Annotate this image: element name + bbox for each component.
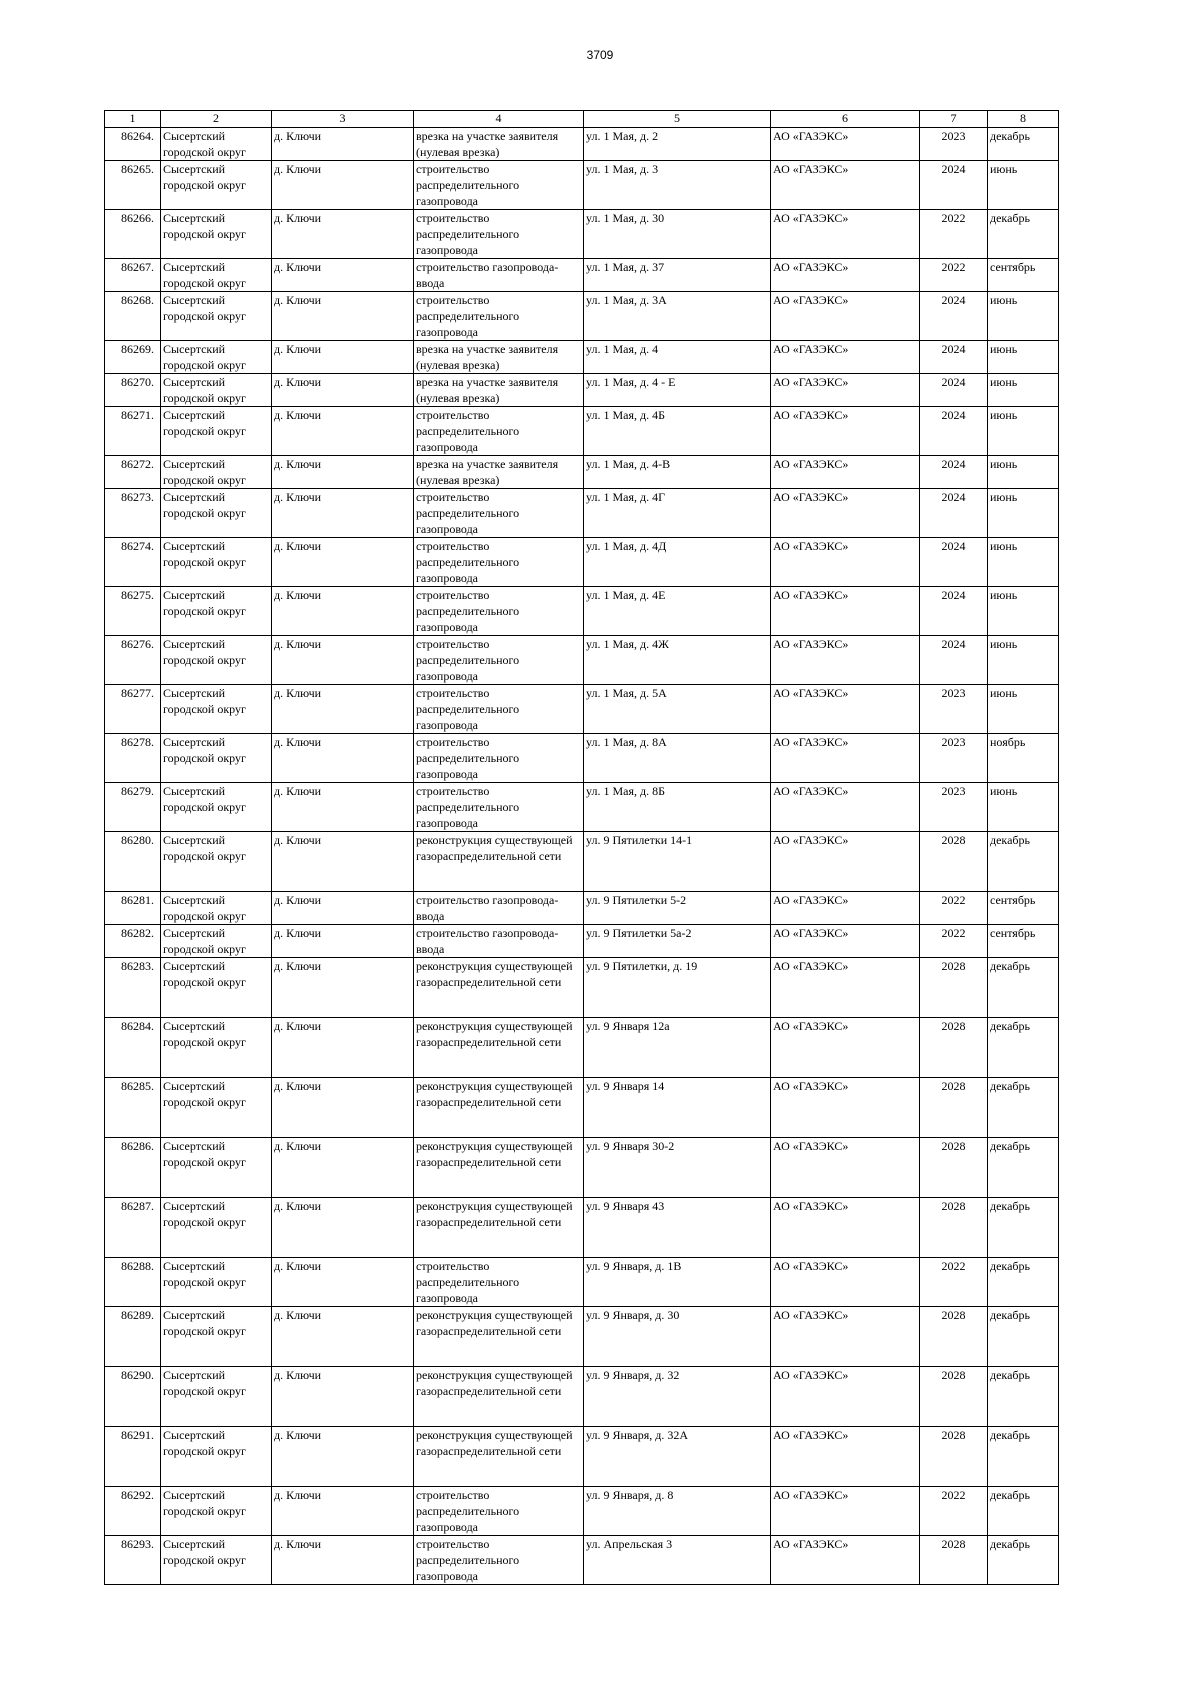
work-type-cell: реконструкция существующей газораспределительной сети <box>414 832 584 892</box>
work-type-cell: строительство газопровода- ввода <box>414 259 584 292</box>
year-cell: 2028 <box>920 958 988 1018</box>
work-type-cell: врезка на участке заявителя (нулевая врезка) <box>414 374 584 407</box>
row-number: 86281. <box>105 892 161 925</box>
organization-cell: АО «ГАЗЭКС» <box>771 1138 920 1198</box>
address-cell: ул. 9 Января 43 <box>584 1198 771 1258</box>
organization-cell: АО «ГАЗЭКС» <box>771 538 920 587</box>
year-cell: 2023 <box>920 783 988 832</box>
settlement-cell: д. Ключи <box>272 587 414 636</box>
address-cell: ул. 9 Января, д. 32 <box>584 1367 771 1427</box>
district-cell: Сысертский городской округ <box>161 1487 272 1536</box>
month-cell: июнь <box>988 456 1059 489</box>
column-header: 6 <box>771 111 920 128</box>
year-cell: 2022 <box>920 210 988 259</box>
row-number: 86291. <box>105 1427 161 1487</box>
table-row <box>105 161 1059 210</box>
month-cell: декабрь <box>988 1018 1059 1078</box>
district-cell: Сысертский городской округ <box>161 374 272 407</box>
organization-cell: АО «ГАЗЭКС» <box>771 832 920 892</box>
address-cell: ул. 9 Января 12а <box>584 1018 771 1078</box>
organization-cell: АО «ГАЗЭКС» <box>771 456 920 489</box>
year-cell: 2028 <box>920 1536 988 1585</box>
table-row <box>105 734 1059 783</box>
settlement-cell: д. Ключи <box>272 341 414 374</box>
work-type-cell: строительство распределительного газопровода <box>414 489 584 538</box>
month-cell: июнь <box>988 341 1059 374</box>
district-cell: Сысертский городской округ <box>161 892 272 925</box>
address-cell: ул. 1 Мая, д. 8А <box>584 734 771 783</box>
month-cell: июнь <box>988 489 1059 538</box>
district-cell: Сысертский городской округ <box>161 636 272 685</box>
work-type-cell: строительство газопровода- ввода <box>414 892 584 925</box>
row-number: 86272. <box>105 456 161 489</box>
row-number: 86286. <box>105 1138 161 1198</box>
district-cell: Сысертский городской округ <box>161 925 272 958</box>
district-cell: Сысертский городской округ <box>161 783 272 832</box>
month-cell: декабрь <box>988 1078 1059 1138</box>
table-row <box>105 1427 1059 1487</box>
row-number: 86264. <box>105 128 161 161</box>
month-cell: декабрь <box>988 1536 1059 1585</box>
organization-cell: АО «ГАЗЭКС» <box>771 892 920 925</box>
month-cell: сентябрь <box>988 259 1059 292</box>
settlement-cell: д. Ключи <box>272 1198 414 1258</box>
table-row <box>105 1307 1059 1367</box>
table-row <box>105 925 1059 958</box>
year-cell: 2024 <box>920 341 988 374</box>
organization-cell: АО «ГАЗЭКС» <box>771 1427 920 1487</box>
month-cell: июнь <box>988 407 1059 456</box>
organization-cell: АО «ГАЗЭКС» <box>771 1367 920 1427</box>
row-number: 86279. <box>105 783 161 832</box>
year-cell: 2024 <box>920 587 988 636</box>
work-type-cell: строительство распределительного газопровода <box>414 161 584 210</box>
table-row <box>105 489 1059 538</box>
row-number: 86283. <box>105 958 161 1018</box>
district-cell: Сысертский городской округ <box>161 259 272 292</box>
work-type-cell: реконструкция существующей газораспределительной сети <box>414 1427 584 1487</box>
address-cell: ул. 9 Января, д. 1В <box>584 1258 771 1307</box>
year-cell: 2023 <box>920 685 988 734</box>
district-cell: Сысертский городской округ <box>161 587 272 636</box>
table-row <box>105 1487 1059 1536</box>
address-cell: ул. 9 Января, д. 30 <box>584 1307 771 1367</box>
year-cell: 2024 <box>920 489 988 538</box>
organization-cell: АО «ГАЗЭКС» <box>771 783 920 832</box>
month-cell: июнь <box>988 538 1059 587</box>
work-type-cell: строительство газопровода- ввода <box>414 925 584 958</box>
work-type-cell: реконструкция существующей газораспределительной сети <box>414 1138 584 1198</box>
work-type-cell: строительство распределительного газопровода <box>414 210 584 259</box>
district-cell: Сысертский городской округ <box>161 341 272 374</box>
district-cell: Сысертский городской округ <box>161 407 272 456</box>
organization-cell: АО «ГАЗЭКС» <box>771 734 920 783</box>
row-number: 86292. <box>105 1487 161 1536</box>
table-row <box>105 210 1059 259</box>
month-cell: декабрь <box>988 1487 1059 1536</box>
organization-cell: АО «ГАЗЭКС» <box>771 587 920 636</box>
month-cell: декабрь <box>988 832 1059 892</box>
district-cell: Сысертский городской округ <box>161 1018 272 1078</box>
table-row <box>105 1536 1059 1585</box>
district-cell: Сысертский городской округ <box>161 1198 272 1258</box>
row-number: 86271. <box>105 407 161 456</box>
table-row <box>105 783 1059 832</box>
month-cell: июнь <box>988 783 1059 832</box>
district-cell: Сысертский городской округ <box>161 1078 272 1138</box>
district-cell: Сысертский городской округ <box>161 210 272 259</box>
row-number: 86287. <box>105 1198 161 1258</box>
address-cell: ул. 1 Мая, д. 4 - Е <box>584 374 771 407</box>
row-number: 86268. <box>105 292 161 341</box>
address-cell: ул. 1 Мая, д. 2 <box>584 128 771 161</box>
month-cell: июнь <box>988 161 1059 210</box>
column-header: 3 <box>272 111 414 128</box>
column-header: 1 <box>105 111 161 128</box>
district-cell: Сысертский городской округ <box>161 958 272 1018</box>
year-cell: 2028 <box>920 1367 988 1427</box>
address-cell: ул. 1 Мая, д. 3 <box>584 161 771 210</box>
organization-cell: АО «ГАЗЭКС» <box>771 292 920 341</box>
settlement-cell: д. Ключи <box>272 210 414 259</box>
table-row <box>105 407 1059 456</box>
organization-cell: АО «ГАЗЭКС» <box>771 636 920 685</box>
work-type-cell: строительство распределительного газопровода <box>414 292 584 341</box>
settlement-cell: д. Ключи <box>272 489 414 538</box>
table-row <box>105 1198 1059 1258</box>
district-cell: Сысертский городской округ <box>161 538 272 587</box>
year-cell: 2028 <box>920 1078 988 1138</box>
address-cell: ул. 9 Пятилетки 14-1 <box>584 832 771 892</box>
month-cell: июнь <box>988 292 1059 341</box>
table-row <box>105 1078 1059 1138</box>
settlement-cell: д. Ключи <box>272 456 414 489</box>
settlement-cell: д. Ключи <box>272 1078 414 1138</box>
organization-cell: АО «ГАЗЭКС» <box>771 685 920 734</box>
settlement-cell: д. Ключи <box>272 832 414 892</box>
row-number: 86269. <box>105 341 161 374</box>
district-cell: Сысертский городской округ <box>161 292 272 341</box>
month-cell: декабрь <box>988 958 1059 1018</box>
organization-cell: АО «ГАЗЭКС» <box>771 958 920 1018</box>
address-cell: ул. 1 Мая, д. 4Ж <box>584 636 771 685</box>
organization-cell: АО «ГАЗЭКС» <box>771 1078 920 1138</box>
page-number: 3709 <box>586 48 614 62</box>
address-cell: ул. 1 Мая, д. 37 <box>584 259 771 292</box>
table-row <box>105 636 1059 685</box>
work-type-cell: строительство распределительного газопровода <box>414 587 584 636</box>
settlement-cell: д. Ключи <box>272 538 414 587</box>
month-cell: июнь <box>988 636 1059 685</box>
district-cell: Сысертский городской округ <box>161 489 272 538</box>
row-number: 86266. <box>105 210 161 259</box>
column-header: 8 <box>988 111 1059 128</box>
work-type-cell: реконструкция существующей газораспределительной сети <box>414 1078 584 1138</box>
column-number-row <box>105 111 1059 128</box>
organization-cell: АО «ГАЗЭКС» <box>771 259 920 292</box>
column-header: 4 <box>414 111 584 128</box>
organization-cell: АО «ГАЗЭКС» <box>771 1018 920 1078</box>
settlement-cell: д. Ключи <box>272 1367 414 1427</box>
work-type-cell: реконструкция существующей газораспределительной сети <box>414 1367 584 1427</box>
table-row <box>105 1367 1059 1427</box>
address-cell: ул. 9 Пятилетки, д. 19 <box>584 958 771 1018</box>
row-number: 86282. <box>105 925 161 958</box>
row-number: 86277. <box>105 685 161 734</box>
district-cell: Сысертский городской округ <box>161 734 272 783</box>
table-row <box>105 892 1059 925</box>
year-cell: 2028 <box>920 1138 988 1198</box>
organization-cell: АО «ГАЗЭКС» <box>771 1198 920 1258</box>
settlement-cell: д. Ключи <box>272 1138 414 1198</box>
address-cell: ул. 1 Мая, д. 8Б <box>584 783 771 832</box>
work-type-cell: реконструкция существующей газораспределительной сети <box>414 1198 584 1258</box>
district-cell: Сысертский городской округ <box>161 832 272 892</box>
organization-cell: АО «ГАЗЭКС» <box>771 341 920 374</box>
year-cell: 2028 <box>920 1018 988 1078</box>
settlement-cell: д. Ключи <box>272 259 414 292</box>
work-type-cell: реконструкция существующей газораспределительной сети <box>414 958 584 1018</box>
table-row <box>105 456 1059 489</box>
year-cell: 2024 <box>920 636 988 685</box>
settlement-cell: д. Ключи <box>272 128 414 161</box>
work-type-cell: строительство распределительного газопровода <box>414 734 584 783</box>
year-cell: 2024 <box>920 407 988 456</box>
row-number: 86293. <box>105 1536 161 1585</box>
district-cell: Сысертский городской округ <box>161 1427 272 1487</box>
year-cell: 2024 <box>920 538 988 587</box>
table-row <box>105 685 1059 734</box>
month-cell: декабрь <box>988 1258 1059 1307</box>
address-cell: ул. 1 Мая, д. 4Д <box>584 538 771 587</box>
address-cell: ул. 9 Января, д. 32А <box>584 1427 771 1487</box>
row-number: 86288. <box>105 1258 161 1307</box>
year-cell: 2024 <box>920 456 988 489</box>
month-cell: сентябрь <box>988 892 1059 925</box>
district-cell: Сысертский городской округ <box>161 456 272 489</box>
row-number: 86274. <box>105 538 161 587</box>
settlement-cell: д. Ключи <box>272 925 414 958</box>
table-row <box>105 538 1059 587</box>
row-number: 86280. <box>105 832 161 892</box>
year-cell: 2028 <box>920 1427 988 1487</box>
month-cell: декабрь <box>988 128 1059 161</box>
organization-cell: АО «ГАЗЭКС» <box>771 374 920 407</box>
month-cell: декабрь <box>988 1138 1059 1198</box>
settlement-cell: д. Ключи <box>272 1307 414 1367</box>
table-row <box>105 1018 1059 1078</box>
work-type-cell: строительство распределительного газопровода <box>414 1536 584 1585</box>
table-row <box>105 341 1059 374</box>
row-number: 86275. <box>105 587 161 636</box>
address-cell: ул. 9 Пятилетки 5-2 <box>584 892 771 925</box>
settlement-cell: д. Ключи <box>272 1536 414 1585</box>
table-row <box>105 292 1059 341</box>
registry-body <box>105 128 1059 1585</box>
organization-cell: АО «ГАЗЭКС» <box>771 161 920 210</box>
row-number: 86278. <box>105 734 161 783</box>
month-cell: ноябрь <box>988 734 1059 783</box>
month-cell: декабрь <box>988 1307 1059 1367</box>
year-cell: 2022 <box>920 1258 988 1307</box>
row-number: 86270. <box>105 374 161 407</box>
row-number: 86276. <box>105 636 161 685</box>
month-cell: декабрь <box>988 1427 1059 1487</box>
month-cell: июнь <box>988 685 1059 734</box>
year-cell: 2024 <box>920 292 988 341</box>
column-header: 7 <box>920 111 988 128</box>
district-cell: Сысертский городской округ <box>161 161 272 210</box>
organization-cell: АО «ГАЗЭКС» <box>771 128 920 161</box>
row-number: 86290. <box>105 1367 161 1427</box>
address-cell: ул. 1 Мая, д. 4Б <box>584 407 771 456</box>
work-type-cell: строительство распределительного газопровода <box>414 636 584 685</box>
settlement-cell: д. Ключи <box>272 1258 414 1307</box>
address-cell: ул. 1 Мая, д. 4-В <box>584 456 771 489</box>
settlement-cell: д. Ключи <box>272 407 414 456</box>
year-cell: 2024 <box>920 161 988 210</box>
settlement-cell: д. Ключи <box>272 783 414 832</box>
row-number: 86285. <box>105 1078 161 1138</box>
settlement-cell: д. Ключи <box>272 734 414 783</box>
organization-cell: АО «ГАЗЭКС» <box>771 1258 920 1307</box>
table-row <box>105 832 1059 892</box>
address-cell: ул. 9 Января 30-2 <box>584 1138 771 1198</box>
year-cell: 2023 <box>920 128 988 161</box>
settlement-cell: д. Ключи <box>272 1018 414 1078</box>
district-cell: Сысертский городской округ <box>161 1536 272 1585</box>
row-number: 86265. <box>105 161 161 210</box>
district-cell: Сысертский городской округ <box>161 1138 272 1198</box>
table-row <box>105 128 1059 161</box>
work-type-cell: строительство распределительного газопровода <box>414 407 584 456</box>
address-cell: ул. 9 Января, д. 8 <box>584 1487 771 1536</box>
year-cell: 2028 <box>920 1307 988 1367</box>
settlement-cell: д. Ключи <box>272 1487 414 1536</box>
row-number: 86284. <box>105 1018 161 1078</box>
year-cell: 2022 <box>920 925 988 958</box>
table-row <box>105 259 1059 292</box>
settlement-cell: д. Ключи <box>272 292 414 341</box>
settlement-cell: д. Ключи <box>272 161 414 210</box>
address-cell: ул. 9 Января 14 <box>584 1078 771 1138</box>
work-type-cell: реконструкция существующей газораспределительной сети <box>414 1018 584 1078</box>
address-cell: ул. 1 Мая, д. 30 <box>584 210 771 259</box>
organization-cell: АО «ГАЗЭКС» <box>771 1487 920 1536</box>
organization-cell: АО «ГАЗЭКС» <box>771 489 920 538</box>
organization-cell: АО «ГАЗЭКС» <box>771 1536 920 1585</box>
year-cell: 2022 <box>920 892 988 925</box>
district-cell: Сысертский городской округ <box>161 128 272 161</box>
address-cell: ул. 1 Мая, д. 4 <box>584 341 771 374</box>
work-type-cell: строительство распределительного газопровода <box>414 685 584 734</box>
district-cell: Сысертский городской округ <box>161 1367 272 1427</box>
address-cell: ул. 1 Мая, д. 4Е <box>584 587 771 636</box>
address-cell: ул. 9 Пятилетки 5а-2 <box>584 925 771 958</box>
organization-cell: АО «ГАЗЭКС» <box>771 407 920 456</box>
work-type-cell: реконструкция существующей газораспределительной сети <box>414 1307 584 1367</box>
table-row <box>105 1138 1059 1198</box>
year-cell: 2028 <box>920 1198 988 1258</box>
work-type-cell: строительство распределительного газопровода <box>414 783 584 832</box>
work-type-cell: строительство распределительного газопровода <box>414 1258 584 1307</box>
month-cell: июнь <box>988 374 1059 407</box>
work-type-cell: строительство распределительного газопровода <box>414 1487 584 1536</box>
month-cell: декабрь <box>988 1367 1059 1427</box>
year-cell: 2022 <box>920 259 988 292</box>
year-cell: 2022 <box>920 1487 988 1536</box>
month-cell: сентябрь <box>988 925 1059 958</box>
table-row <box>105 958 1059 1018</box>
table-row <box>105 1258 1059 1307</box>
row-number: 86289. <box>105 1307 161 1367</box>
column-header: 5 <box>584 111 771 128</box>
work-type-cell: врезка на участке заявителя (нулевая врезка) <box>414 341 584 374</box>
district-cell: Сысертский городской округ <box>161 1307 272 1367</box>
settlement-cell: д. Ключи <box>272 892 414 925</box>
registry-table <box>104 110 1059 1585</box>
month-cell: июнь <box>988 587 1059 636</box>
table-row <box>105 587 1059 636</box>
month-cell: декабрь <box>988 210 1059 259</box>
organization-cell: АО «ГАЗЭКС» <box>771 1307 920 1367</box>
year-cell: 2023 <box>920 734 988 783</box>
settlement-cell: д. Ключи <box>272 636 414 685</box>
table-row <box>105 374 1059 407</box>
district-cell: Сысертский городской округ <box>161 685 272 734</box>
row-number: 86267. <box>105 259 161 292</box>
settlement-cell: д. Ключи <box>272 958 414 1018</box>
organization-cell: АО «ГАЗЭКС» <box>771 210 920 259</box>
settlement-cell: д. Ключи <box>272 1427 414 1487</box>
settlement-cell: д. Ключи <box>272 685 414 734</box>
settlement-cell: д. Ключи <box>272 374 414 407</box>
year-cell: 2024 <box>920 374 988 407</box>
row-number: 86273. <box>105 489 161 538</box>
district-cell: Сысертский городской округ <box>161 1258 272 1307</box>
column-header: 2 <box>161 111 272 128</box>
work-type-cell: врезка на участке заявителя (нулевая врезка) <box>414 456 584 489</box>
work-type-cell: врезка на участке заявителя (нулевая врезка) <box>414 128 584 161</box>
organization-cell: АО «ГАЗЭКС» <box>771 925 920 958</box>
address-cell: ул. 1 Мая, д. 5А <box>584 685 771 734</box>
year-cell: 2028 <box>920 832 988 892</box>
address-cell: ул. 1 Мая, д. 4Г <box>584 489 771 538</box>
month-cell: декабрь <box>988 1198 1059 1258</box>
address-cell: ул. 1 Мая, д. 3А <box>584 292 771 341</box>
work-type-cell: строительство распределительного газопровода <box>414 538 584 587</box>
address-cell: ул. Апрельская 3 <box>584 1536 771 1585</box>
